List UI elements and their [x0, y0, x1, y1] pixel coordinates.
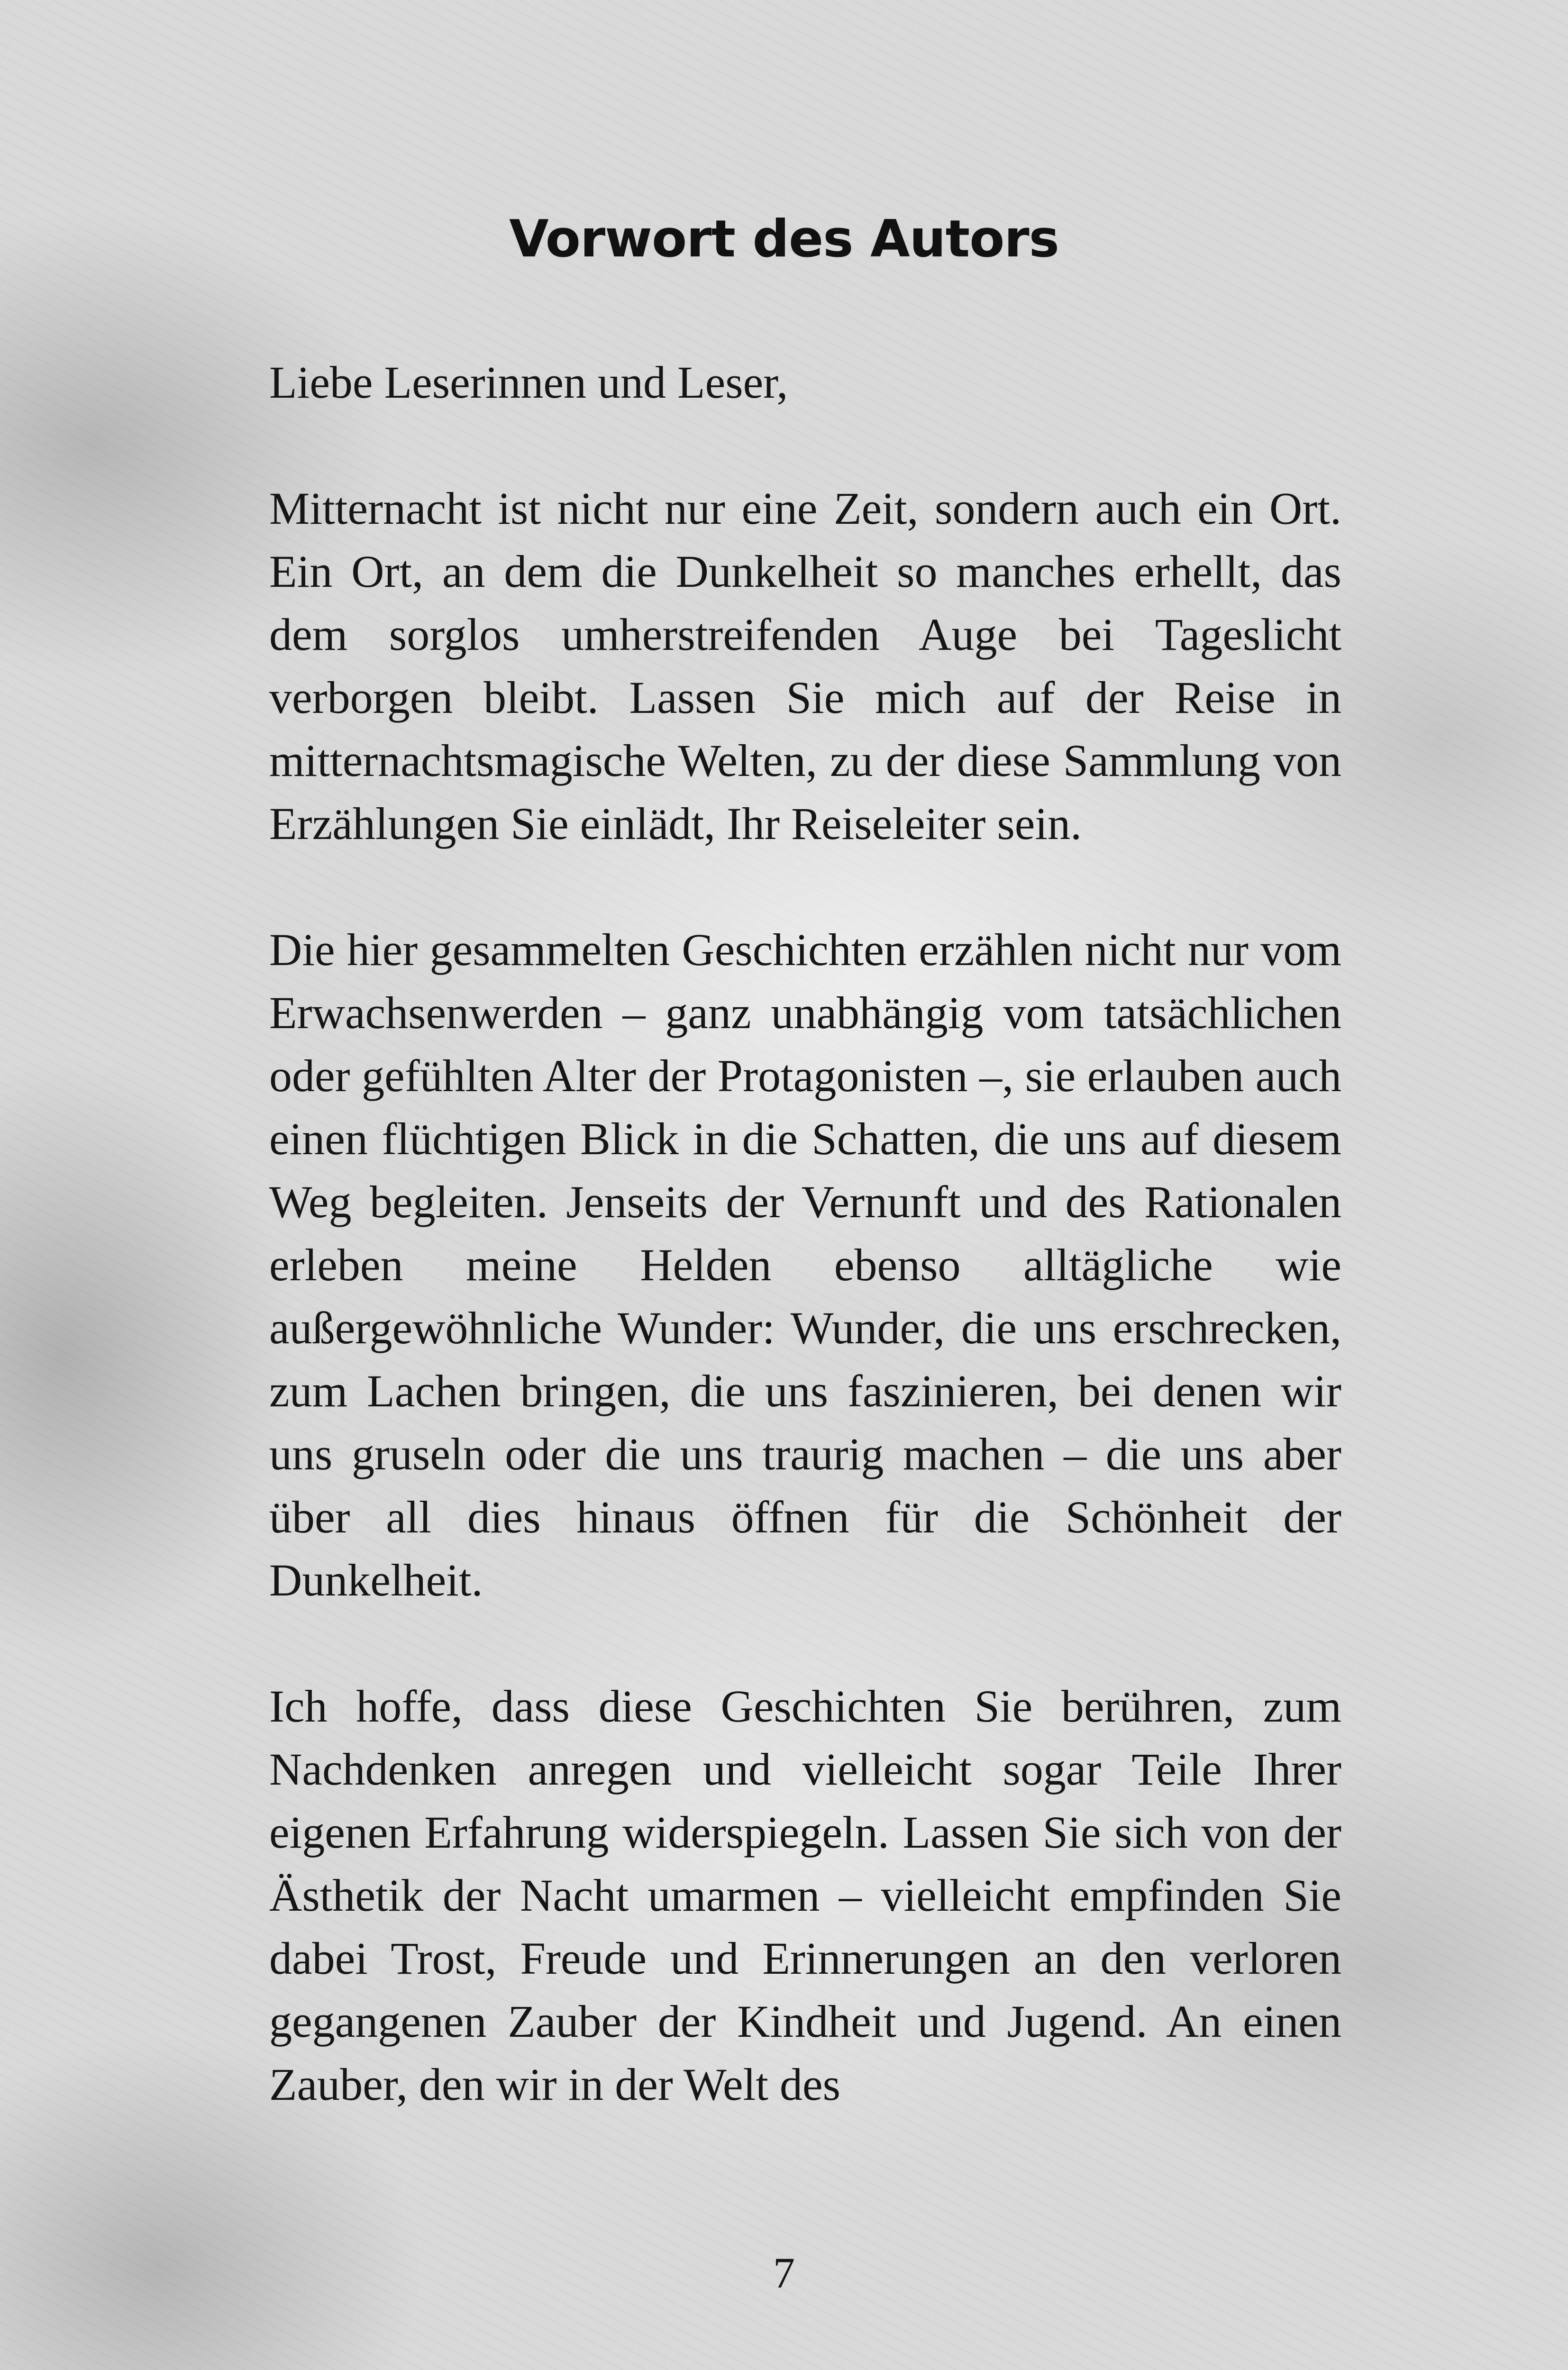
paragraph-2: Die hier gesammelten Geschichten erzählen nicht nur vom Erwachsenwerden – ganz unabhängig vom tatsächlichen oder gefühlten Alter der Protagonisten –, sie erlauben auch einen flüchtigen Blick in die Schatten, die uns auf diesem Weg begleiten. Jenseits der Vernunft und des Rationalen erleben meine Helden ebenso alltägliche wie außergewöhnliche Wunder: Wunder, die uns erschrecken, zum Lachen bringen, die uns faszinieren, bei denen wir uns gruseln oder die uns traurig machen – die uns aber über all dies hinaus öffnen für die Schönheit der Dunkelheit. — [269, 924, 1341, 1605]
chapter-heading: Vorwort des Autors — [509, 210, 1059, 269]
paragraph-1: Mitternacht ist nicht nur eine Zeit, sondern auch ein Ort. Ein Ort, an dem die Dunkelheit so manches erhellt, das dem sorglos umherstreifenden Auge bei Tageslicht verborgen bleibt. Lassen Sie mich auf der Reise in mitternachtsmagische Welten, zu der diese Sammlung von Erzählungen Sie einlädt, Ihr Reiseleiter sein. — [269, 483, 1341, 849]
page-number: 7 — [773, 2249, 795, 2297]
body-text — [269, 351, 1341, 2116]
salutation: Liebe Leserinnen und Leser, — [269, 357, 788, 408]
paragraph-3: Ich hoffe, dass diese Geschichten Sie berühren, zum Nachdenken anregen und vielleicht sogar Teile Ihrer eigenen Erfahrung widerspiegeln. Lassen Sie sich von der Ästhetik der Nacht umarmen – vielleicht empfinden Sie dabei Trost, Freude und Erinnerungen an den verloren gegangenen Zauber der Kindheit und Jugend. An einen Zauber, den wir in der Welt des — [269, 1681, 1341, 2110]
